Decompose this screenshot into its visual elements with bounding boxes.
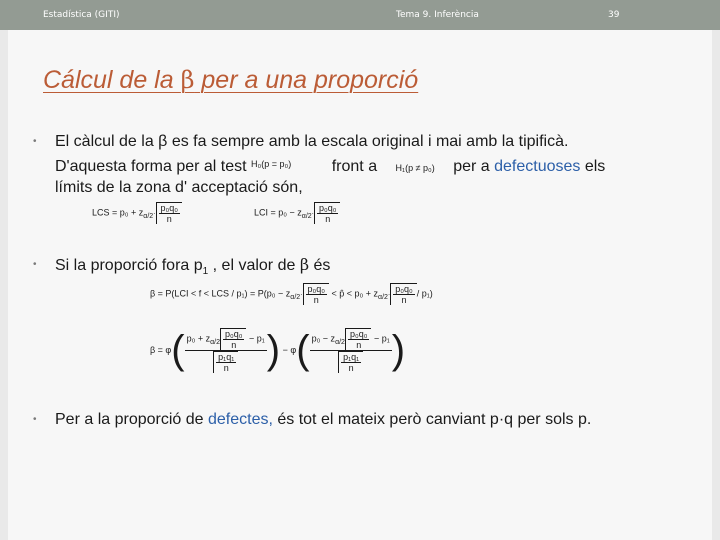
h0-hypothesis: H₀(p = p₀) [251, 159, 292, 169]
beta-phi-formula: β = φ( $p_0 + z_{\alpha/2}$ $\frac{\text{p₀q₀}}{n}$ − p₁ $\frac{\text{p₁q₁}}{n}$ ) − φ( $p_0 - z_{\alpha/2}$ $\frac{\text{p₀q₀}}{n}$ − p₁ $\frac{\text{p₁q₁}}{n}$ ) [150, 328, 406, 373]
slide-title: Cálcul de la β per a una proporció [43, 66, 419, 94]
page-number: 39 [608, 10, 620, 20]
h1-hypothesis: H₁(p ≠ p₀) [395, 163, 435, 173]
slide-header-bar [0, 0, 720, 30]
bullet1-line2: D'aquesta forma per al test $^{H_0(p = p_0)}$ front a H₁(p ≠ p₀) per a defectuoses els [55, 158, 606, 175]
defectuoses-term: defectuoses [494, 158, 581, 175]
beta-symbol: β [180, 66, 195, 94]
defectes-term: defectes, [207, 411, 273, 428]
lci-formula: LCI = $p_0 - z_{\alpha/2}\cdot$ $\frac{\text{p₀q₀}}{n}$ [254, 202, 340, 224]
bullet-dot: • [33, 136, 37, 147]
bullet1-line3: límits de la zona d' acceptació són, [55, 179, 303, 196]
topic-name: Tema 9. Inferència [396, 10, 479, 20]
bullet-dot: • [33, 414, 37, 425]
bullet-dot: • [33, 259, 37, 270]
beta-probability-formula: β = P(LCI < f < LCS / $p_1) = P(p_0 - z_{\alpha/2}\cdot$ $\frac{\text{p₀q₀}}{n}$ < p̂ < $p_0 + z_{\alpha/2}\cdot$ $\frac{\text{p₀q₀}}{n}$ / p₁) [150, 284, 433, 305]
lcs-formula: LCS = $p_0 + z_{\alpha/2}\cdot$ $\frac{\text{p₀q₀}}{n}$ [92, 202, 182, 224]
course-name: Estadística (GITI) [43, 10, 120, 20]
bullet1-line1: El càlcul de la β es fa sempre amb la escala original i mai amb la tipificà. [55, 133, 569, 150]
